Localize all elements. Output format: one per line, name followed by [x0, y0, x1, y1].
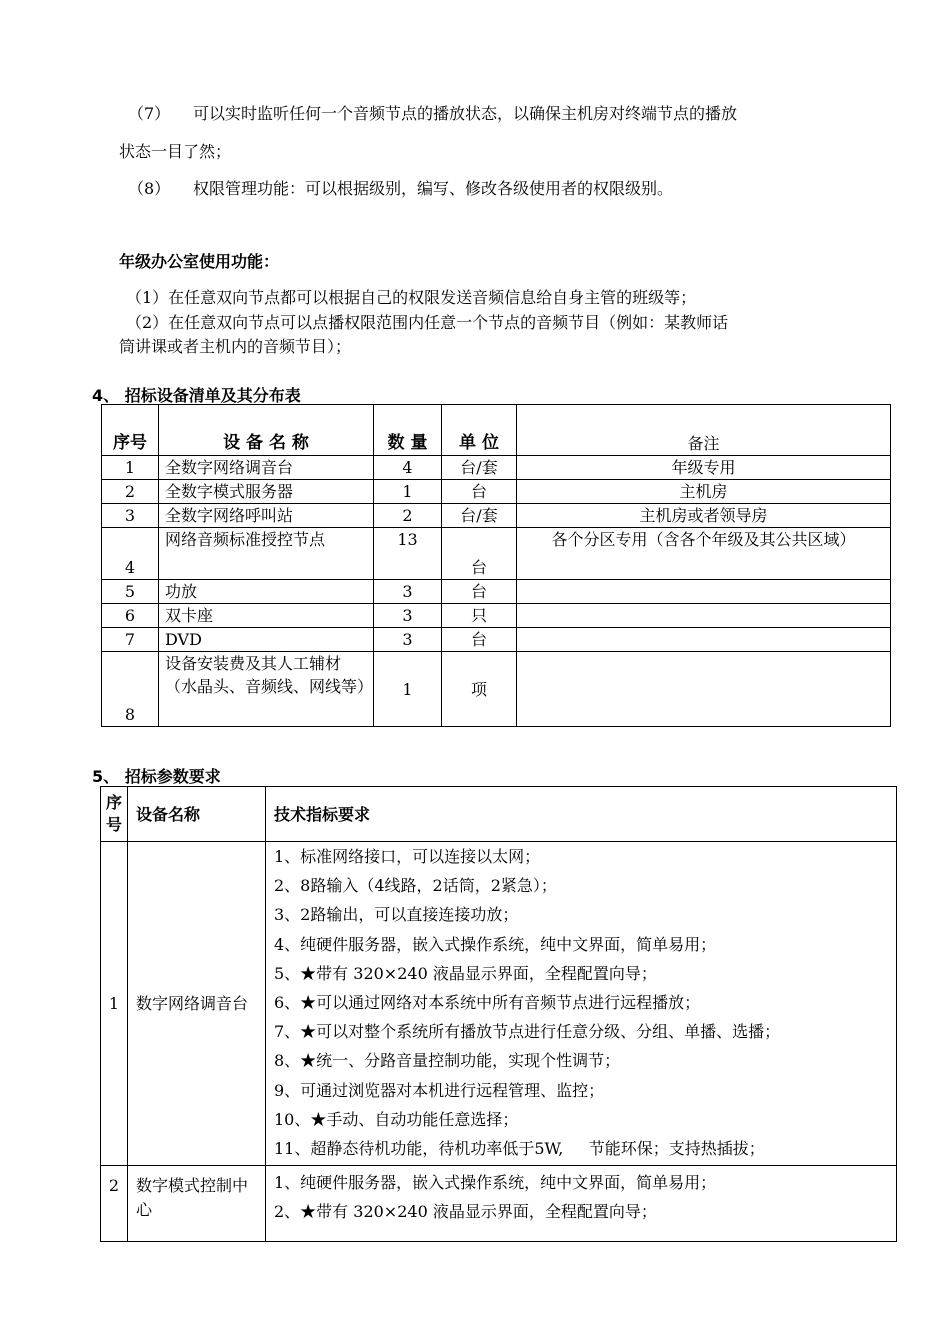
row-qty: 3 [374, 628, 442, 652]
table-row [101, 842, 897, 1166]
table-row [102, 628, 891, 652]
spec-line: 6、★可以通过网络对本系统中所有音频节点进行远程播放； [274, 993, 701, 1013]
table-header-row [101, 787, 897, 842]
row-note [517, 580, 891, 604]
header-note: 备注 [517, 405, 891, 456]
spec-line: 8、★统一、分路音量控制功能，实现个性调节； [274, 1051, 621, 1071]
row-unit: 台/套 [442, 456, 517, 480]
row-unit: 台 [442, 528, 517, 580]
spec-line: 10、★手动、自动功能任意选择； [274, 1109, 519, 1129]
spec-line: 2、8路输入（4线路，2话筒，2紧急）； [274, 876, 557, 896]
row-no: 5 [102, 580, 159, 604]
grade-office-heading: 年级办公室使用功能： [119, 252, 280, 271]
section-5-title: 5、 招标参数要求 [92, 767, 221, 786]
row-qty: 13 [374, 528, 442, 580]
table-row [101, 1166, 897, 1242]
row-name: DVD [159, 628, 374, 652]
row-no: 1 [102, 456, 159, 480]
table-row [102, 604, 891, 628]
table-row [102, 580, 891, 604]
item-8-text: 权限管理功能：可以根据级别，编写、修改各级使用者的权限级别。 [193, 179, 674, 198]
row-name: 全数字网络调音台 [159, 456, 374, 480]
row-no: 2 [102, 480, 159, 504]
table-row [102, 652, 891, 727]
spec-line: 1、纯硬件服务器，嵌入式操作系统，纯中文界面，简单易用； [274, 1173, 717, 1192]
row-unit: 台 [442, 480, 517, 504]
spec-line: 5、★带有 320×240 液晶显示界面，全程配置向导； [274, 963, 657, 983]
row-name: 数字模式控制中心 [128, 1166, 266, 1242]
spec-line: 2、★带有 320×240 液晶显示界面，全程配置向导； [274, 1202, 657, 1222]
grade-office-line-1: （1）在任意双向节点都可以根据自己的权限发送音频信息给自身主管的班级等； [126, 288, 697, 307]
row-specs [266, 1166, 897, 1242]
row-no: 3 [102, 504, 159, 528]
spec-line: 7、★可以对整个系统所有播放节点进行任意分级、分组、单播、选播； [274, 1022, 781, 1042]
equipment-list-table [101, 404, 891, 727]
row-name: 网络音频标准授控节点 [159, 528, 374, 580]
row-name: 双卡座 [159, 604, 374, 628]
header-unit: 单 位 [442, 405, 517, 456]
table-row [102, 456, 891, 480]
row-name: 设备安装费及其人工辅材（水晶头、音频线、网线等） [159, 652, 374, 727]
spec-line: 4、纯硬件服务器，嵌入式操作系统，纯中文界面，简单易用； [274, 934, 717, 954]
spec-line: 11、超静态待机功能，待机功率低于5W, 节能环保；支持热插拔； [274, 1139, 765, 1159]
row-no: 7 [102, 628, 159, 652]
header-name: 设 备 名 称 [159, 405, 374, 456]
row-no: 4 [102, 528, 159, 580]
row-qty: 1 [374, 480, 442, 504]
row-unit: 项 [442, 652, 517, 727]
table-row [102, 528, 891, 580]
row-qty: 3 [374, 604, 442, 628]
row-no: 1 [101, 842, 128, 1166]
table-header-row [102, 405, 891, 456]
technical-spec-table [100, 786, 897, 1242]
row-no: 2 [101, 1166, 128, 1242]
item-7-number: （7） [128, 104, 171, 123]
row-qty: 3 [374, 580, 442, 604]
row-note: 年级专用 [517, 456, 891, 480]
header-no: 序号 [101, 787, 128, 842]
spec-line: 3、2路输出，可以直接连接功放； [274, 905, 519, 925]
section-4-title: 4、 招标设备清单及其分布表 [92, 386, 301, 405]
table-row [102, 504, 891, 528]
row-name: 功放 [159, 580, 374, 604]
row-unit: 台 [442, 580, 517, 604]
row-note [517, 604, 891, 628]
row-note [517, 628, 891, 652]
row-no: 8 [102, 652, 159, 727]
row-qty: 1 [374, 652, 442, 727]
row-name: 数字网络调音台 [128, 842, 266, 1166]
row-note: 主机房 [517, 480, 891, 504]
spec-line: 9、可通过浏览器对本机进行远程管理、监控； [274, 1080, 605, 1100]
row-qty: 4 [374, 456, 442, 480]
row-name: 全数字模式服务器 [159, 480, 374, 504]
row-unit: 台 [442, 628, 517, 652]
grade-office-line-3: 筒讲课或者主机内的音频节目）； [119, 337, 352, 356]
header-name: 设备名称 [128, 787, 266, 842]
header-qty: 数 量 [374, 405, 442, 456]
item-7-text: 可以实时监听任何一个音频节点的播放状态，以确保主机房对终端节点的播放 [193, 104, 738, 123]
header-no: 序号 [102, 405, 159, 456]
item-8-number: （8） [128, 179, 171, 198]
table-row [102, 480, 891, 504]
row-unit: 台/套 [442, 504, 517, 528]
row-name: 全数字网络呼叫站 [159, 504, 374, 528]
row-note: 各个分区专用（含各个年级及其公共区域） [517, 528, 891, 580]
row-qty: 2 [374, 504, 442, 528]
row-unit: 只 [442, 604, 517, 628]
row-specs [266, 842, 897, 1166]
header-spec: 技术指标要求 [266, 787, 897, 842]
row-note: 主机房或者领导房 [517, 504, 891, 528]
item-7-continuation: 状态一目了然； [119, 142, 232, 161]
row-no: 6 [102, 604, 159, 628]
spec-line: 1、标准网络接口，可以连接以太网； [274, 847, 541, 866]
row-note [517, 652, 891, 727]
grade-office-line-2: （2）在任意双向节点可以点播权限范围内任意一个节点的音频节目（例如：某教师话 [126, 313, 729, 332]
